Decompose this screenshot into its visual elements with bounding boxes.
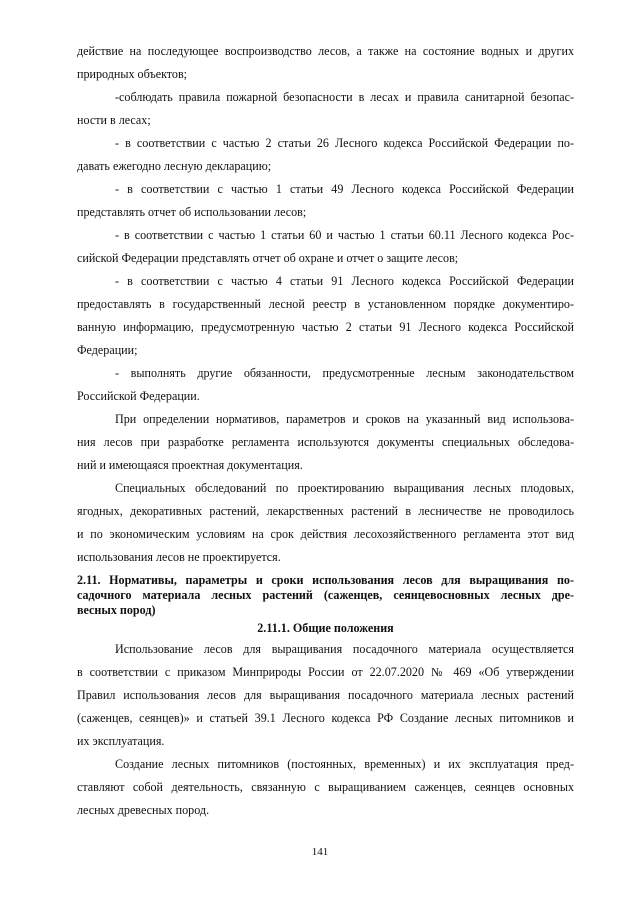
text-line: ставляют собой деятельность, связанную с выращиванием саженцев, сеянцев основных bbox=[77, 780, 574, 794]
text-line: ности в лесах; bbox=[77, 113, 151, 127]
text-line: их эксплуатация. bbox=[77, 734, 165, 748]
text-line: Российской Федерации. bbox=[77, 389, 200, 403]
text-line: сийской Федерации представлять отчет об охране и отчет о защите лесов; bbox=[77, 251, 459, 265]
text-line: Использование лесов для выращивания посадочного материала осуществляется bbox=[115, 642, 574, 656]
subsection-heading: 2.11.1. Общие положения bbox=[257, 621, 394, 635]
page-number: 141 bbox=[311, 846, 329, 858]
text-line: использования лесов не проектируется. bbox=[77, 550, 281, 564]
text-line: представлять отчет об использовании лесов; bbox=[77, 205, 307, 219]
text-line: предоставлять в государственный лесной реестр в установленном порядке документиро- bbox=[77, 297, 574, 311]
text-line: ний и имеющаяся проектная документация. bbox=[77, 458, 303, 472]
text-line: ния лесов при разработке регламента используются документы специальных обследова- bbox=[77, 435, 574, 449]
text-line: Правил использования лесов для выращивания посадочного материала лесных растений bbox=[77, 688, 574, 702]
text-line: - в соответствии с частью 1 статьи 49 Лесного кодекса Российской Федерации bbox=[115, 182, 574, 196]
text-line: - в соответствии с частью 2 статьи 26 Лесного кодекса Российской Федерации по- bbox=[115, 136, 574, 150]
text-line: и по экономическим условиям на срок действия лесохозяйственного регламента этот вид bbox=[77, 527, 574, 541]
text-line: При определении нормативов, параметров и сроков на указанный вид использова- bbox=[115, 412, 574, 426]
text-line: Создание лесных питомников (постоянных, временных) и их эксплуатация пред- bbox=[115, 757, 574, 771]
text-line: - выполнять другие обязанности, предусмотренные лесным законодательством bbox=[115, 366, 574, 380]
text-line: (саженцев, сеянцев)» и статьей 39.1 Лесного кодекса РФ Создание лесных питомников и bbox=[77, 711, 574, 725]
text-line: - в соответствии с частью 4 статьи 91 Лесного кодекса Российской Федерации bbox=[115, 274, 574, 288]
text-line: лесных древесных пород. bbox=[77, 803, 210, 817]
text-line: Федерации; bbox=[77, 343, 138, 357]
section-heading-line: весных пород) bbox=[77, 603, 156, 617]
text-line: в соответствии с приказом Минприроды России от 22.07.2020 № 469 «Об утверждении bbox=[77, 665, 574, 679]
text-line: действие на последующее воспроизводство лесов, а также на состояние водных и других bbox=[77, 44, 574, 58]
text-line: -соблюдать правила пожарной безопасности в лесах и правила санитарной безопас- bbox=[115, 90, 574, 104]
text-line: ягодных, декоративных растений, лекарственных растений в лесничестве не проводилось bbox=[77, 504, 574, 518]
text-line: ванную информацию, предусмотренную частью 2 статьи 91 Лесного кодекса Российской bbox=[77, 320, 574, 334]
section-heading-line: 2.11. Нормативы, параметры и сроки использования лесов для выращивания по- bbox=[77, 573, 574, 587]
text-line: - в соответствии с частью 1 статьи 60 и частью 1 статьи 60.11 Лесного кодекса Рос- bbox=[115, 228, 574, 242]
section-heading-line: садочного материала лесных растений (саженцев, сеянцевосновных лесных дре- bbox=[77, 588, 574, 602]
text-line: давать ежегодно лесную декларацию; bbox=[77, 159, 272, 173]
text-line: Специальных обследований по проектированию выращивания лесных плодовых, bbox=[115, 481, 574, 495]
text-line: природных объектов; bbox=[77, 67, 188, 81]
